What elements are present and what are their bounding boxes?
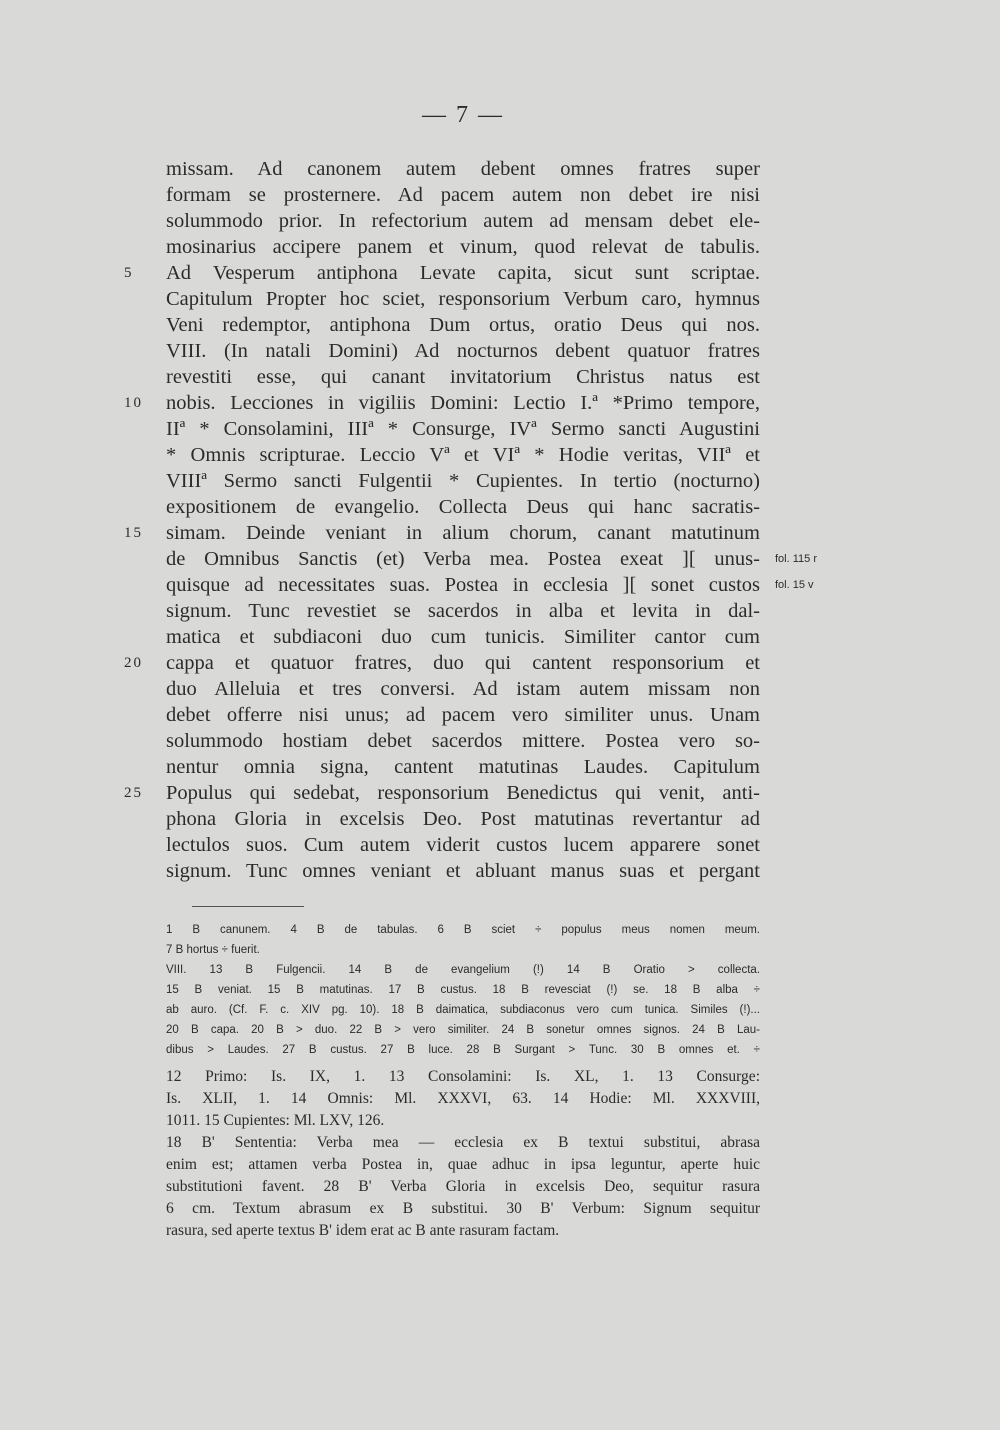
text-line: expositionem de evangelio. Collecta Deus qui hanc sacratis- <box>166 496 760 518</box>
page-number: — 7 — <box>422 102 504 128</box>
text-line: formam se prosternere. Ad pacem autem non debet ire nisi <box>166 184 760 206</box>
apparatus-line: 1 B canunem. 4 B de tabulas. 6 B sciet ÷ populus meus nomen meum. <box>166 924 760 936</box>
line-number: 25 <box>124 785 143 801</box>
text-line: nentur omnia signa, cantent matutinas Laudes. Capitulum <box>166 756 760 778</box>
text-line: Ad Vesperum antiphona Levate capita, sicut sunt scriptae. <box>166 262 760 284</box>
folio-note: fol. 15 v <box>775 579 814 591</box>
text-line: de Omnibus Sanctis (et) Verba mea. Postea exeat ][ unus- <box>166 548 760 570</box>
text-line: phona Gloria in excelsis Deo. Post matutinas revertantur ad <box>166 808 760 830</box>
text-line: quisque ad necessitates suas. Postea in ecclesia ][ sonet custos <box>166 574 760 596</box>
note-line: 12 Primo: Is. IX, 1. 13 Consolamini: Is. XL, 1. 13 Consurge: <box>166 1068 760 1085</box>
text-line: signum. Tunc omnes veniant et abluant manus suas et pergant <box>166 860 760 882</box>
text-line: simam. Deinde veniant in alium chorum, canant matutinum <box>166 522 760 544</box>
text-line: Populus qui sedebat, responsorium Benedictus qui venit, anti- <box>166 782 760 804</box>
text-line: VIII. (In natali Domini) Ad nocturnos debent quatuor fratres <box>166 340 760 362</box>
apparatus-line: 7 B hortus ÷ fuerit. <box>166 944 260 956</box>
note-line: rasura, sed aperte textus B' idem erat ac B ante rasuram factam. <box>166 1222 560 1239</box>
text-line: solummodo hostiam debet sacerdos mittere. Postea vero so- <box>166 730 760 752</box>
line-number: 15 <box>124 525 143 541</box>
text-line: lectulos suos. Cum autem viderit custos lucem apparere sonet <box>166 834 760 856</box>
text-line: Veni redemptor, antiphona Dum ortus, oratio Deus qui nos. <box>166 314 760 336</box>
apparatus-line: 15 B veniat. 15 B matutinas. 17 B custus. 18 B revesciat (!) se. 18 B alba ÷ <box>166 984 760 996</box>
note-line: 6 cm. Textum abrasum ex B substitui. 30 B' Verbum: Signum sequitur <box>166 1200 760 1217</box>
text-line: debet offerre nisi unus; ad pacem vero similiter unus. Unam <box>166 704 760 726</box>
text-line: duo Alleluia et tres conversi. Ad istam autem missam non <box>166 678 760 700</box>
text-line: cappa et quatuor fratres, duo qui cantent responsorium et <box>166 652 760 674</box>
text-line: matica et subdiaconi duo cum tunicis. Similiter cantor cum <box>166 626 760 648</box>
note-line: 18 B' Sententia: Verba mea — ecclesia ex B textui substitui, abrasa <box>166 1134 760 1151</box>
text-line: mosinarius accipere panem et vinum, quod relevat de tabulis. <box>166 236 760 258</box>
footnote-divider <box>192 906 304 907</box>
text-line: signum. Tunc revestiet se sacerdos in alba et levita in dal- <box>166 600 760 622</box>
text-line: missam. Ad canonem autem debent omnes fratres super <box>166 158 760 180</box>
note-line: 1011. 15 Cupientes: Ml. LXV, 126. <box>166 1112 385 1129</box>
text-line: Capitulum Propter hoc sciet, responsorium Verbum caro, hymnus <box>166 288 760 310</box>
note-line: enim est; attamen verba Postea in, quae adhuc in ipsa leguntur, aperte huic <box>166 1156 760 1173</box>
folio-note: fol. 115 r <box>775 553 817 565</box>
text-line: nobis. Lecciones in vigiliis Domini: Lectio I.ª *Primo tempore, <box>166 392 760 414</box>
apparatus-line: 20 B capa. 20 B > duo. 22 B > vero similiter. 24 B sonetur omnes signos. 24 B Lau- <box>166 1024 760 1036</box>
apparatus-line: ab auro. (Cf. F. c. XIV pg. 10). 18 B daimatica, subdiaconus vero cum tunica. Similes (!)... <box>166 1004 760 1016</box>
apparatus-line: VIII. 13 B Fulgencii. 14 B de evangelium (!) 14 B Oratio > collecta. <box>166 964 760 976</box>
text-line: revestiti esse, qui canant invitatorium Christus natus est <box>166 366 760 388</box>
apparatus-line: dibus > Laudes. 27 B custus. 27 B luce. 28 B Surgant > Tunc. 30 B omnes et. ÷ <box>166 1044 760 1056</box>
note-line: substitutioni favent. 28 B' Verba Gloria in excelsis Deo, sequitur rasura <box>166 1178 760 1195</box>
text-line: IIª * Consolamini, IIIª * Consurge, IVª Sermo sancti Augustini <box>166 418 760 440</box>
text-line: VIIIª Sermo sancti Fulgentii * Cupientes. In tertio (nocturno) <box>166 470 760 492</box>
note-line: Is. XLII, 1. 14 Omnis: Ml. XXXVI, 63. 14 Hodie: Ml. XXXVIII, <box>166 1090 760 1107</box>
text-line: solummodo prior. In refectorium autem ad mensam debet ele- <box>166 210 760 232</box>
line-number: 5 <box>124 265 134 281</box>
line-number: 20 <box>124 655 143 671</box>
text-line: * Omnis scripturae. Leccio Vª et VIª * Hodie veritas, VIIª et <box>166 444 760 466</box>
line-number: 10 <box>124 395 143 411</box>
